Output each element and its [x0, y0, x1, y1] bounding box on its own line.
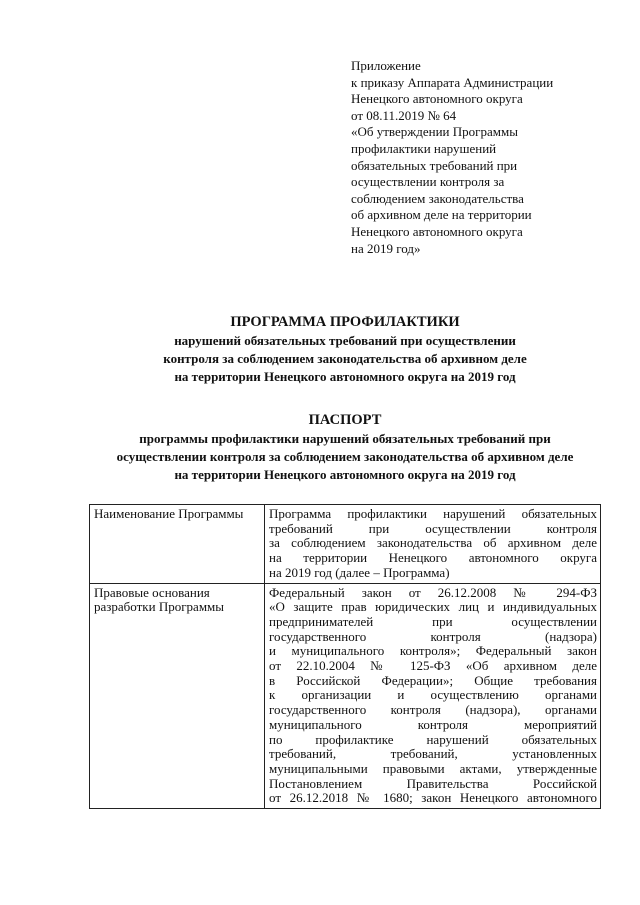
appendix-line: соблюдением законодательства: [351, 190, 524, 206]
appendix-line: профилактики нарушений: [351, 140, 497, 156]
value-line: государственного контроля (надзора), органами: [269, 702, 597, 718]
value-line: и муниципального контроля»; Федеральный закон: [269, 643, 597, 659]
value-line: Постановлением Правительства Российской: [269, 775, 597, 791]
label-line: разработки Программы: [94, 599, 224, 615]
passport-title: ПАСПОРТ: [308, 412, 382, 428]
value-line: от 26.12.2018 № 1680; закон Ненецкого автономного: [269, 790, 597, 806]
table-value-cell: [265, 583, 601, 809]
appendix-line: от 08.11.2019 № 64: [351, 107, 457, 123]
appendix-line: к приказу Аппарата Администрации: [351, 74, 554, 90]
program-subtitle-line: контроля за соблюдением законодательства об архивном деле: [163, 351, 527, 366]
appendix-line: об архивном деле на территории: [351, 207, 532, 223]
program-subtitle-line: на территории Ненецкого автономного округа на 2019 год: [174, 369, 516, 384]
appendix-line: Приложение: [351, 58, 421, 73]
label-line: Правовые основания: [94, 584, 210, 600]
appendix-line: Ненецкого автономного округа: [351, 91, 523, 107]
value-line: предпринимателей при осуществлении: [269, 613, 597, 629]
appendix-block: [351, 58, 553, 257]
table-label-cell: [90, 583, 265, 809]
label-line: Наименование Программы: [94, 506, 244, 521]
appendix-line: Ненецкого автономного округа: [351, 223, 523, 239]
appendix-line: на 2019 год»: [351, 240, 421, 256]
value-line: к организации и осуществлению органами: [269, 687, 597, 703]
value-line: муниципальными правовыми актами, утвержденные: [269, 760, 597, 776]
appendix-line: осуществлении контроля за: [351, 174, 505, 190]
table-label-cell: [90, 505, 265, 584]
value-line: по профилактике нарушений обязательных: [269, 731, 597, 747]
program-subtitle-line: нарушений обязательных требований при осуществлении: [174, 333, 516, 348]
value-line: на территории Ненецкого автономного округа: [269, 550, 597, 566]
program-heading: [60, 313, 630, 386]
appendix-line: обязательных требований при: [351, 157, 518, 173]
table-value-cell: [265, 505, 601, 584]
value-line: муниципального контроля мероприятий: [269, 716, 597, 732]
table-row: [90, 505, 601, 584]
table-row: [90, 583, 601, 809]
value-line: за соблюдением законодательства об архивном деле: [269, 535, 597, 551]
passport-heading: [60, 411, 630, 484]
value-line: на 2019 год (далее – Программа): [269, 564, 450, 580]
program-title: ПРОГРАММА ПРОФИЛАКТИКИ: [230, 314, 460, 330]
value-line: требований, требований, установленных: [269, 746, 597, 762]
value-line: Федеральный закон от 26.12.2008 № 294-ФЗ: [269, 584, 597, 600]
value-line: «О защите прав юридических лиц и индивидуальных: [269, 599, 597, 615]
passport-table: [89, 504, 601, 809]
value-line: Программа профилактики нарушений обязательных: [269, 506, 597, 521]
passport-subtitle-line: осуществлении контроля за соблюдением законодательства об архивном деле: [116, 449, 574, 464]
value-line: государственного контроля (надзора): [269, 628, 597, 644]
appendix-line: «Об утверждении Программы: [351, 124, 518, 140]
value-line: требований при осуществлении контроля: [269, 520, 597, 536]
passport-subtitle-line: программы профилактики нарушений обязательных требований при: [139, 431, 551, 446]
value-line: в Российской Федерации»; Общие требования: [269, 672, 597, 688]
value-line: от 22.10.2004 № 125-ФЗ «Об архивном деле: [269, 658, 597, 674]
passport-subtitle-line: на территории Ненецкого автономного округа на 2019 год: [174, 467, 516, 482]
